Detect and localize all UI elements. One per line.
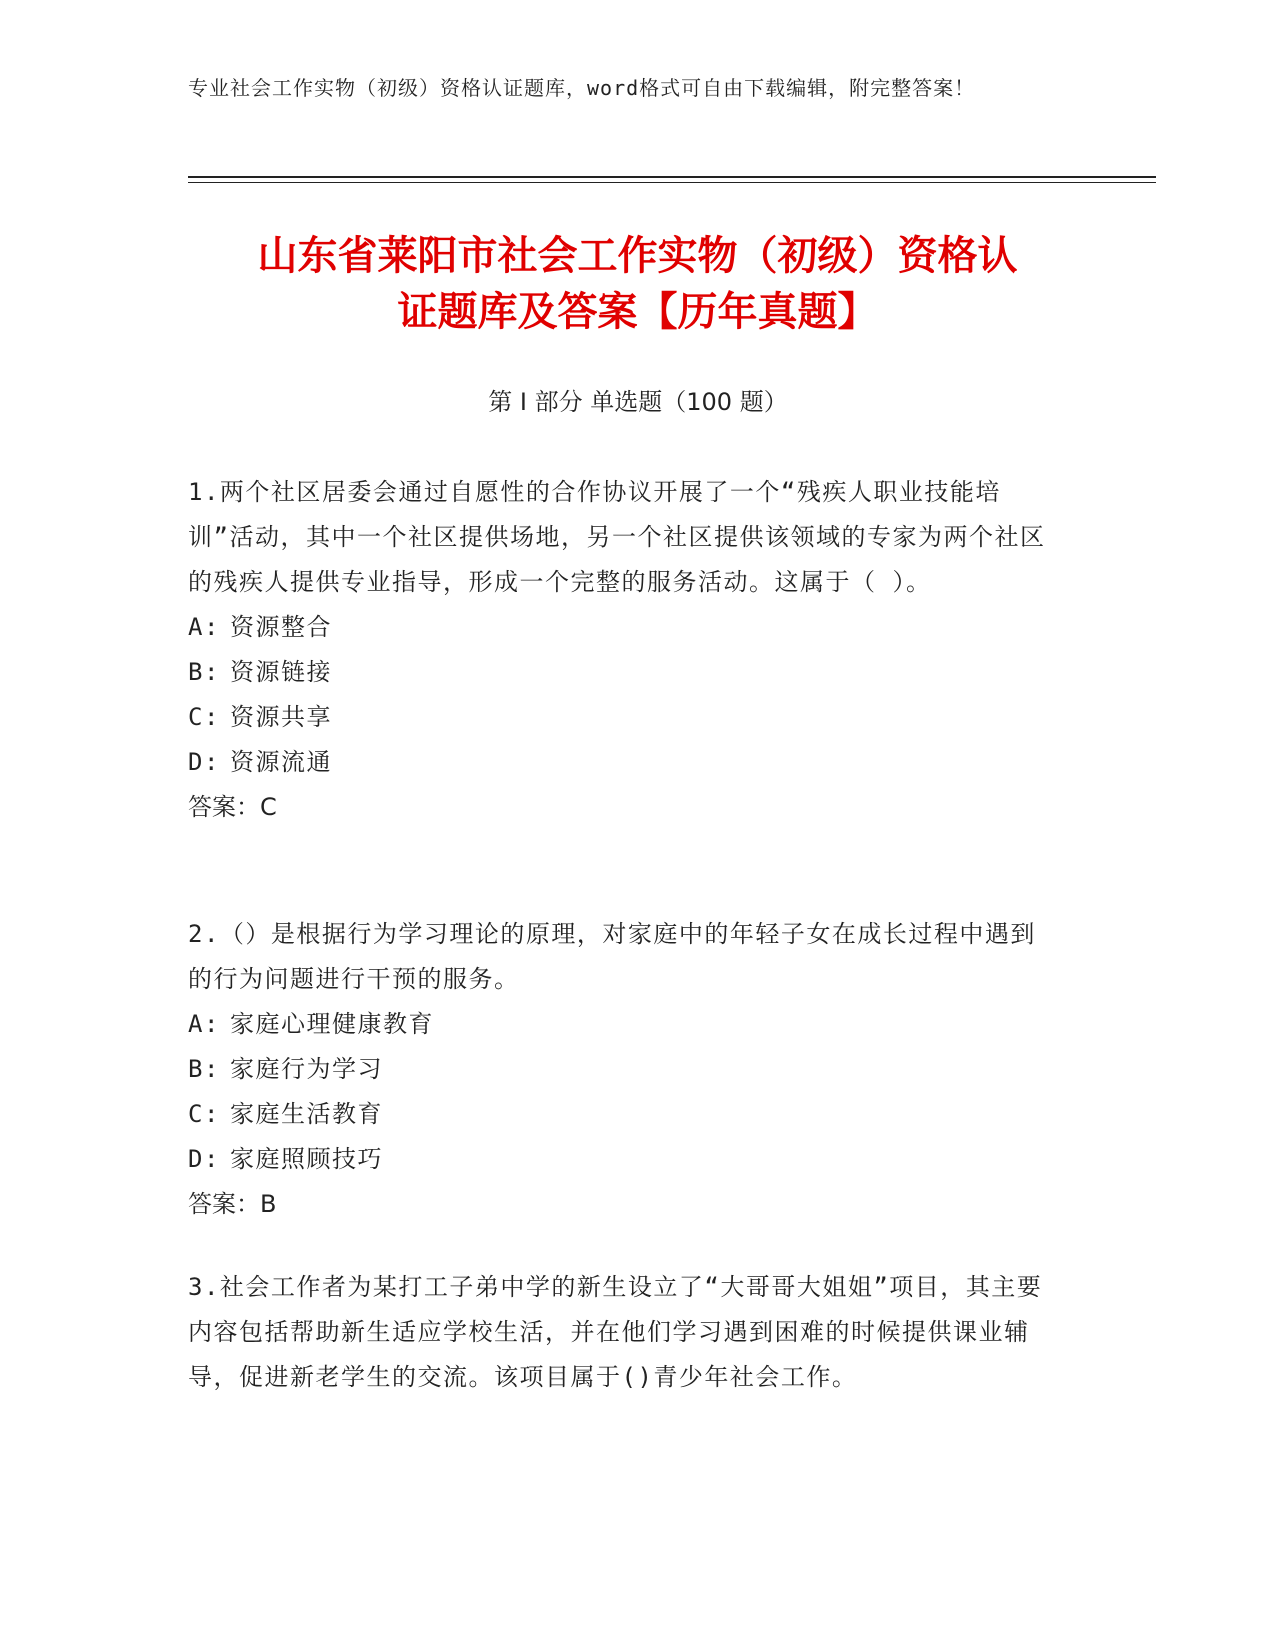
option-b xyxy=(188,650,1058,695)
option-a xyxy=(188,605,1058,650)
header-divider-thick xyxy=(188,176,1156,178)
option-d xyxy=(188,740,1058,785)
option-d xyxy=(188,1137,1058,1182)
option-c xyxy=(188,695,1058,740)
option-text: 家庭照顾技巧 xyxy=(230,1145,383,1173)
question-1 xyxy=(188,470,1058,830)
header-divider-thin xyxy=(188,182,1156,183)
option-text: 资源流通 xyxy=(230,748,332,776)
option-letter: B: xyxy=(188,658,220,686)
question-stem: 2.（）是根据行为学习理论的原理，对家庭中的年轻子女在成长过程中遇到的行为问题进行干预的服务。 xyxy=(188,920,1036,993)
document-title-line-1: 山东省莱阳市社会工作实物（初级）资格认 xyxy=(257,233,1018,279)
option-c xyxy=(188,1092,1058,1137)
option-text: 家庭心理健康教育 xyxy=(230,1010,434,1038)
option-a xyxy=(188,1002,1058,1047)
option-letter: A: xyxy=(188,613,220,641)
option-text: 家庭生活教育 xyxy=(230,1100,383,1128)
option-text: 家庭行为学习 xyxy=(230,1055,383,1083)
option-text: 资源链接 xyxy=(230,658,332,686)
option-b xyxy=(188,1047,1058,1092)
question-stem: 1.两个社区居委会通过自愿性的合作协议开展了一个“残疾人职业技能培训”活动，其中一个社区提供场地，另一个社区提供该领域的专家为两个社区的残疾人提供专业指导，形成一个完整的服务活动。这属于（ ）。 xyxy=(188,478,1046,596)
answer: 答案：B xyxy=(188,1190,277,1218)
option-letter: A: xyxy=(188,1010,220,1038)
option-text: 资源共享 xyxy=(230,703,332,731)
question-2 xyxy=(188,912,1058,1227)
section-heading: 第 I 部分 单选题（100 题） xyxy=(488,388,788,416)
option-letter: C: xyxy=(188,703,220,731)
answer: 答案：C xyxy=(188,793,277,821)
document-title-line-2: 证题库及答案【历年真题】 xyxy=(397,289,878,335)
option-text: 资源整合 xyxy=(230,613,332,641)
question-3 xyxy=(188,1265,1058,1400)
document-title xyxy=(150,228,1125,340)
option-letter: B: xyxy=(188,1055,220,1083)
option-letter: D: xyxy=(188,1145,220,1173)
option-letter: D: xyxy=(188,748,220,776)
header-note: 专业社会工作实物（初级）资格认证题库，word格式可自由下载编辑，附完整答案！ xyxy=(188,76,976,100)
option-letter: C: xyxy=(188,1100,220,1128)
question-stem: 3.社会工作者为某打工子弟中学的新生设立了“大哥哥大姐姐”项目，其主要内容包括帮助新生适应学校生活，并在他们学习遇到困难的时候提供课业辅导，促进新老学生的交流。该项目属于()青少年社会工作。 xyxy=(188,1273,1043,1391)
